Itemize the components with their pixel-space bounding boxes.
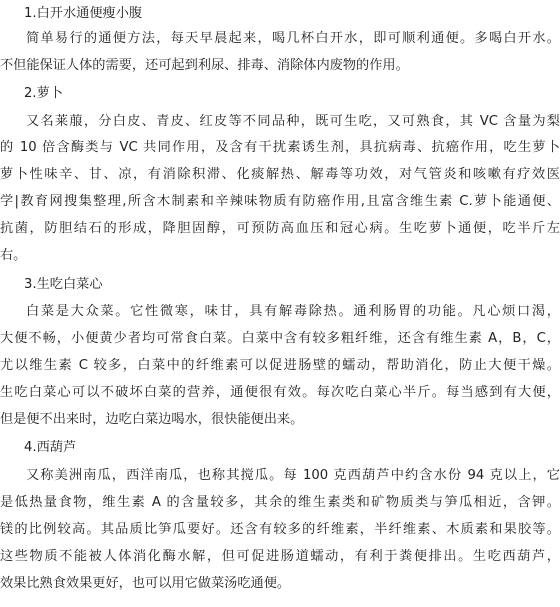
section-2-line-3: 萝卜性味辛、甘、凉，有消除积滞、化痰解热、解毒等功效，对气管炎和咳嗽有疗效医 <box>0 167 560 182</box>
section-2-line-6: 右。 <box>0 248 27 263</box>
section-2-line-1: 又名莱菔，分白皮、青皮、红皮等不同品种，既可生吃，又可熟食，其 VC 含量为梨 <box>26 114 560 129</box>
section-4-line-1: 又称美洲南瓜，西洋南瓜，也称其搅瓜。每 100 克西葫芦中约含水份 94 克以上，它 <box>26 468 560 483</box>
section-1-line-1: 简单易行的通便方法，每天早晨起来，喝几杯白开水，即可顺利通便。多喝白开水。 <box>26 31 560 46</box>
section-3-line-4: 生吃白菜心可以不破坏白菜的营养，通便很有效。每次吃白菜心半斤。每当感到有大便， <box>0 385 560 400</box>
section-2-heading: 2.萝卜 <box>24 86 63 101</box>
section-4-line-3: 镁的比例较高。其品质比笋瓜要好。还含有较多的纤维素，半纤维素、木质素和果胶等。 <box>0 522 560 537</box>
section-3-line-1: 白菜是大众菜。它性微寒，味甘，具有解毒除热。通利肠胃的功能。凡心烦口渴， <box>26 304 560 319</box>
section-2-line-2: 的 10 倍含酶类与 VC 共同作用，及含有干扰素诱生剂，具抗病毒、抗癌作用，吃生萝卜 <box>0 140 560 155</box>
section-4-line-5: 效果比熟食效果更好，也可以用它做菜汤吃通便。 <box>0 576 291 591</box>
section-2-line-5: 抗菌，防胆结石的形成，降胆固醇，可预防高血压和冠心病。生吃萝卜通便，吃半斤左 <box>0 221 560 236</box>
section-4-line-2: 是低热量食物，维生素 A 的含量较多，其余的维生素类和矿物质类与笋瓜相近，含钾。 <box>0 495 560 510</box>
section-2-line-4: 学|教育网搜集整理,所含木制素和辛辣味物质有防癌作用,且富含维生素 C.萝卜能通便、 <box>0 194 560 209</box>
section-3-line-5: 但是便不出来时，边吃白菜边喝水，很快能便出来。 <box>0 412 304 427</box>
section-3-line-3: 尤以维生素 C 较多，白菜中的纤维素可以促进肠壁的蠕动，帮助消化，防止大便干燥。 <box>0 358 560 373</box>
section-4-heading: 4.西葫芦 <box>24 440 77 455</box>
section-4-line-4: 这些物质不能被人体消化酶水解，但可促进肠道蠕动，有利于粪便排出。生吃西葫芦， <box>0 549 560 564</box>
section-3-line-2: 大便不畅，小便黄少者均可常食白菜。白菜中含有较多粗纤维，还含有维生素 A，B，C， <box>0 331 560 346</box>
section-1-heading: 1.白开水通便瘦小腹 <box>24 6 143 21</box>
section-3-heading: 3.生吃白菜心 <box>24 277 103 292</box>
section-1-line-2: 不但能保证人体的需要，还可起到利尿、排毒、消除体内废物的作用。 <box>0 58 409 73</box>
